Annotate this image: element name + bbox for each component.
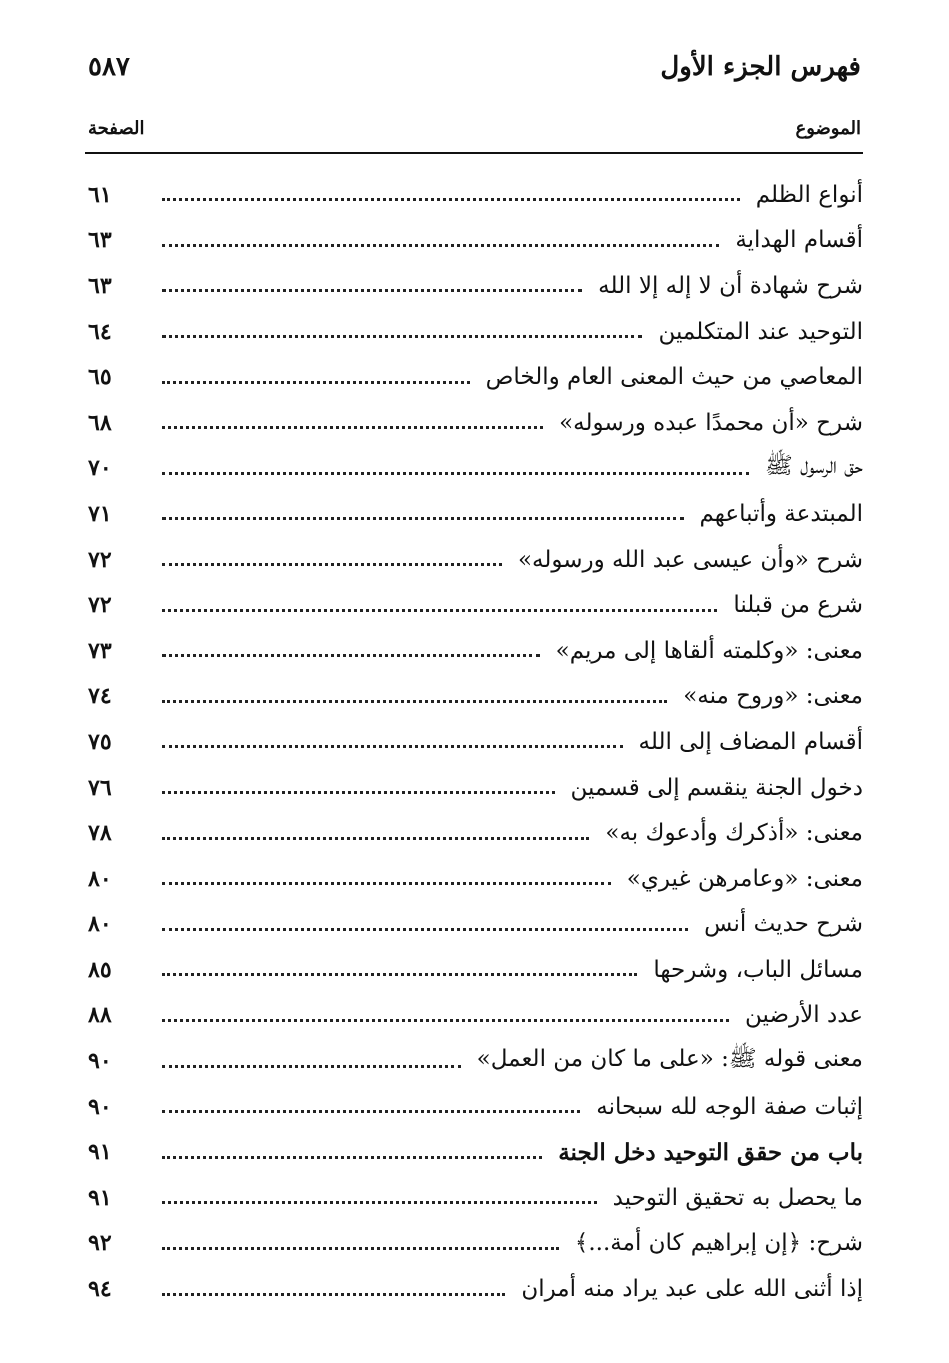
index-entry: [88, 309, 863, 355]
entry-title: شرح «أن محمدًا عبده ورسوله»: [559, 409, 863, 436]
page-column-label: الصفحة: [88, 118, 145, 139]
entry-page-number: ٨٠: [88, 865, 112, 892]
entry-page-number: ٩١: [88, 1139, 112, 1166]
dot-leader: [162, 1247, 559, 1250]
entry-page-number: ٩٠: [88, 1093, 112, 1120]
dot-leader: [162, 700, 667, 703]
entry-title: مسائل الباب، وشرحها: [653, 956, 863, 983]
entry-page-number: ٦٣: [88, 227, 112, 254]
index-entry: [88, 446, 863, 492]
column-header: [88, 118, 861, 148]
index-entry: [88, 172, 863, 218]
index-entry: [88, 856, 863, 902]
dot-leader: [162, 1110, 580, 1113]
dot-leader: [162, 517, 684, 520]
index-entry: [88, 1221, 863, 1267]
dot-leader: [162, 654, 540, 657]
entry-title: شرح حديث أنس: [704, 911, 863, 938]
entry-page-number: ٦٤: [88, 318, 112, 345]
index-entries: [88, 172, 863, 1312]
dot-leader: [162, 609, 717, 612]
entry-title: إذا أثنى الله على عبد يراد منه أمران: [521, 1276, 863, 1303]
index-entry: [88, 947, 863, 993]
dot-leader: [162, 289, 582, 292]
entry-page-number: ٧٢: [88, 546, 112, 573]
entry-title: معنى: «وكلمته ألقاها إلى مريم»: [555, 637, 863, 664]
entry-page-number: ٧٦: [88, 774, 112, 801]
entry-page-number: ٩٢: [88, 1230, 112, 1257]
index-entry: [88, 218, 863, 264]
dot-leader: [162, 1293, 505, 1296]
index-entry: [88, 902, 863, 948]
entry-page-number: ٩١: [88, 1184, 112, 1211]
entry-title: المعاصي من حيث المعنى العام والخاص: [485, 364, 863, 391]
dot-leader: [162, 198, 740, 201]
entry-page-number: ٧٣: [88, 637, 112, 664]
index-entry: [88, 674, 863, 720]
entry-page-number: ٦٥: [88, 364, 112, 391]
dot-leader: [162, 1201, 597, 1204]
entry-page-number: ٧٨: [88, 820, 112, 847]
index-entry: [88, 628, 863, 674]
entry-page-number: ٦٣: [88, 272, 112, 299]
entry-title: معنى: «أذكرك وأدعوك به»: [605, 820, 863, 847]
dot-leader: [162, 973, 637, 976]
dot-leader: [162, 791, 555, 794]
entry-title: المبتدعة وأتباعهم: [699, 500, 863, 527]
entry-title: شرح شهادة أن لا إله إلا الله: [598, 272, 863, 299]
index-entry: [88, 354, 863, 400]
dot-leader: [162, 1065, 461, 1068]
entry-page-number: ٩٠: [88, 1048, 112, 1075]
entry-page-number: ٧٤: [88, 683, 112, 710]
index-entry: [88, 765, 863, 811]
entry-title: أقسام المضاف إلى الله: [638, 728, 863, 755]
entry-title: أنواع الظلم: [755, 181, 863, 208]
index-entry: [88, 810, 863, 856]
entry-page-number: ٨٠: [88, 911, 112, 938]
entry-title: معنى قوله ﷺ: «على ما كان من العمل»: [476, 1046, 863, 1073]
dot-leader: [162, 1019, 729, 1022]
header-divider: [85, 152, 863, 154]
index-entry: [88, 1129, 863, 1175]
entry-title: عدد الأرضين: [745, 1002, 863, 1029]
entry-title: إثبات صفة الوجه لله سبحانه: [596, 1093, 863, 1120]
index-entry: [88, 1266, 863, 1312]
dot-leader: [162, 928, 688, 931]
dot-leader: [162, 472, 749, 475]
entry-title: التوحيد عند المتكلمين: [658, 318, 863, 345]
entry-page-number: ٦٨: [88, 409, 112, 436]
index-entry: [88, 491, 863, 537]
index-entry: [88, 537, 863, 583]
index-entry: [88, 400, 863, 446]
page-number: ٥٨٧: [88, 52, 130, 82]
entry-title: معنى: «وروح منه»: [683, 683, 863, 710]
entry-title: شرع من قبلنا: [733, 592, 863, 619]
running-head: [88, 52, 861, 92]
index-entry: [88, 263, 863, 309]
entry-title: شرح: ﴿إن إبراهيم كان أمة...﴾: [574, 1230, 863, 1257]
entry-page-number: ٩٤: [88, 1276, 112, 1303]
index-entry: [88, 1084, 863, 1130]
entry-page-number: ٨٥: [88, 956, 112, 983]
dot-leader: [162, 426, 543, 429]
dot-leader: [162, 882, 611, 885]
index-title: فهرس الجزء الأول: [660, 52, 861, 82]
topic-column-label: الموضوع: [795, 118, 861, 139]
entry-page-number: ٨٨: [88, 1002, 112, 1029]
entry-page-number: ٧٠: [88, 455, 112, 482]
entry-title: دخول الجنة ينقسم إلى قسمين: [570, 774, 863, 801]
index-entry: [88, 1175, 863, 1221]
entry-title: أقسام الهداية: [735, 227, 863, 254]
entry-title: حق الرسول ﷺ: [765, 453, 863, 480]
entry-title: باب من حقق التوحيد دخل الجنة: [558, 1138, 863, 1166]
entry-page-number: ٦١: [88, 181, 112, 208]
entry-page-number: ٧١: [88, 500, 112, 527]
dot-leader: [162, 563, 502, 566]
entry-page-number: ٧٥: [88, 728, 112, 755]
dot-leader: [162, 1156, 542, 1159]
dot-leader: [162, 745, 623, 748]
entry-title: معنى: «وعامرهن غيري»: [626, 865, 863, 892]
entry-title: ما يحصل به تحقيق التوحيد: [612, 1184, 863, 1211]
dot-leader: [162, 381, 470, 384]
entry-page-number: ٧٢: [88, 592, 112, 619]
entry-title: شرح «وأن عيسى عبد الله ورسوله»: [517, 546, 863, 573]
index-entry: [88, 993, 863, 1039]
dot-leader: [162, 837, 589, 840]
index-entry: [88, 719, 863, 765]
dot-leader: [162, 335, 642, 338]
index-entry: [88, 582, 863, 628]
dot-leader: [162, 244, 719, 247]
index-entry: [88, 1038, 863, 1084]
